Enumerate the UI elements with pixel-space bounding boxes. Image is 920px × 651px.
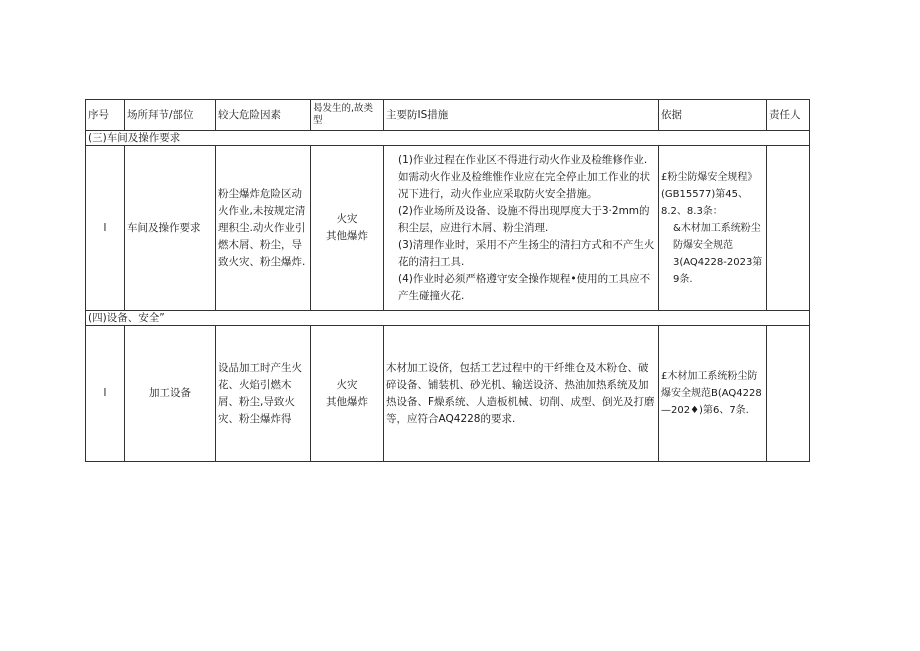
row-basis — [659, 146, 767, 311]
row-accident-type — [311, 326, 384, 462]
header-measures: 主要防IS措施 — [384, 100, 659, 131]
section-row — [86, 131, 810, 146]
measure-item: (4)作业时必须严格遵守安全操作规程•使用的工具应不产生碰撞火花. — [398, 272, 651, 302]
measure-item: 木材加工设侪，包括工艺过程中的干纤维仓及木粉仓、破碎设备、铺装机、砂光机、输送设济、热油加热系统及加热设备、F燥系统、人造板机械、切削、成型、倒光及打磨等，应符合AQ4228的要求. — [386, 361, 655, 425]
table-header-row — [86, 100, 810, 131]
row-place: 车间及操作要求 — [125, 146, 216, 311]
row-seq: l — [86, 326, 125, 462]
row-measures — [384, 146, 659, 311]
row-seq: l — [86, 146, 125, 311]
row-danger: 粉尘爆炸危险区动火作业,未按规定清理积尘.动火作业引燃木屑、粉尘，导致火灾、粉尘爆炸. — [216, 146, 311, 311]
header-seq: 序号 — [86, 100, 125, 131]
row-basis — [659, 326, 767, 462]
table-row — [86, 326, 810, 462]
basis-item: £木材加工系统粉尘防爆安全规范B(AQ4228—202♦)第6、7条. — [661, 371, 762, 416]
row-person — [767, 146, 810, 311]
hazard-table — [85, 99, 810, 462]
section-title: (四)设备、安全” — [86, 311, 810, 326]
header-place: 场所拜节/部位 — [125, 100, 216, 131]
row-danger: 设品加工时产生火花、火焰引燃木屑、粉尘,导致火灾、粉尘爆炸得 — [216, 326, 311, 462]
header-accident-type: 曷发生的,故类型 — [311, 100, 384, 131]
measure-item: (2)作业场所及设备、设施不得出现厚度大于3·2mm的积尘层，应进行木屑、粉尘消理. — [398, 204, 650, 234]
measure-item: (3)清理作业时，采用不产生扬尘的清扫方式和不产生火花的清扫工具. — [398, 238, 655, 268]
header-person: 责任人 — [767, 100, 810, 131]
section-row — [86, 311, 810, 326]
row-person — [767, 326, 810, 462]
basis-item: &木材加工系统粉尘防爆安全规范3(AQ4228-2023第9条. — [673, 222, 763, 285]
table-row — [86, 146, 810, 311]
accident-fire: 火灾 — [336, 378, 358, 391]
header-danger: 较大危险因素 — [216, 100, 311, 131]
row-measures — [384, 326, 659, 462]
measure-item: (1)作业过程在作业区不得进行动火作业及检维修作业.如需动火作业及检维惟作业应在完全停止加工作业的状况下进行，动火作业应采取防火安全措施。 — [398, 153, 650, 200]
accident-explosion: 其他爆炸 — [326, 395, 368, 408]
header-basis: 依据 — [659, 100, 767, 131]
accident-fire: 火灾 — [336, 213, 358, 225]
accident-explosion: 其他爆炸 — [326, 230, 368, 242]
row-place: 加工设备 — [125, 326, 216, 462]
section-title: (三)车间及操作要求 — [86, 131, 810, 146]
basis-item: £粉尘防爆安全规程》(GB15577)第45、8.2、8.3条： — [661, 171, 758, 217]
row-accident-type — [311, 146, 384, 311]
